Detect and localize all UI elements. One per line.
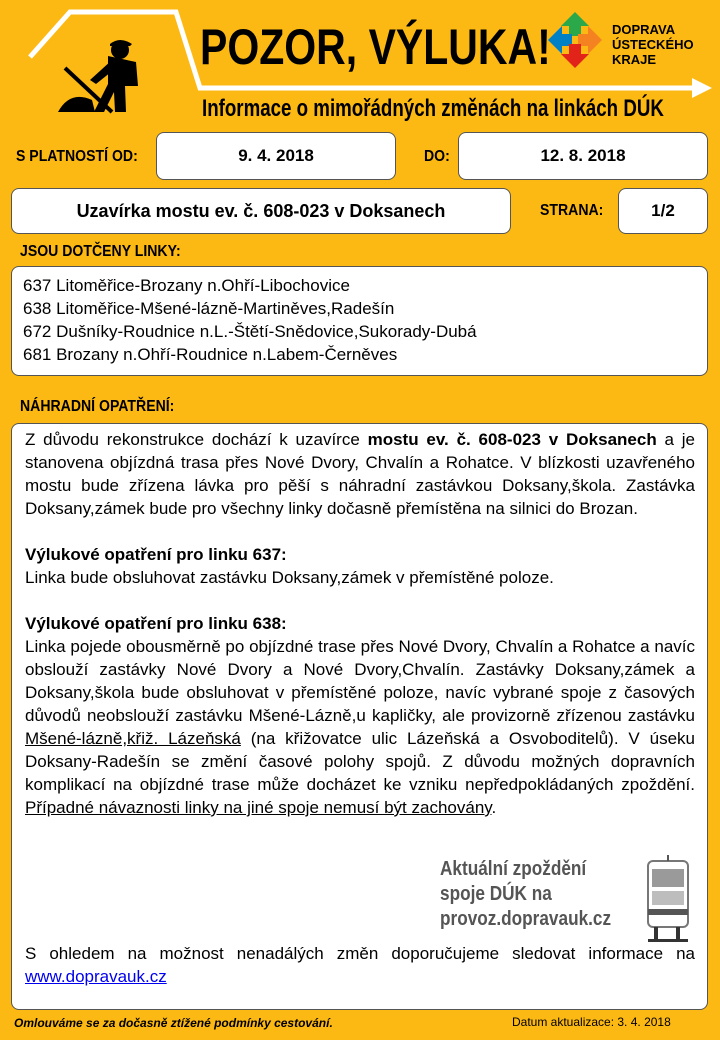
closing-paragraph	[25, 942, 695, 988]
notice-title: Uzavírka mostu ev. č. 608-023 v Doksanech	[76, 200, 446, 221]
valid-to-box	[458, 132, 708, 180]
s638-text-1: Linka pojede obousměrně po objízdné trase přes Nové Dvory, Chvalín a Rohatce a navíc obslouží zastávky Nové Dvory a Nové Dvory,Chvalín. Zastávky Doksany,zámek a Doksany,škola bude obsluhovat v přemístěné poloze, navíc vybrané spoje z časových důvodů neobslouží zastávku Mšené-Lázně,u kapličky, ale provizorně zřízenou zastávku	[25, 637, 695, 725]
section-638-heading: Výlukové opatření pro linku 638:	[25, 614, 287, 633]
list-item: 681 Brozany n.Ohří-Roudnice n.Labem-Černěves	[23, 345, 398, 364]
dopravauk-logo-icon	[548, 12, 602, 68]
measures-label: NÁHRADNÍ OPATŘENÍ:	[20, 398, 175, 415]
section-637-heading: Výlukové opatření pro linku 637:	[25, 545, 287, 564]
bridge-name: mostu ev. č. 608-023 v Doksanech	[367, 430, 657, 449]
s638-text-3: .	[491, 798, 497, 817]
brand-name	[612, 22, 694, 67]
tram-icon	[640, 855, 692, 945]
valid-to-label: DO:	[424, 148, 450, 165]
page-number-value: 1/2	[651, 201, 675, 220]
update-date: Datum aktualizace: 3. 4. 2018	[512, 1015, 671, 1029]
connections-warning: Případné návaznosti linky na jiné spoje nemusí být zachovány	[25, 798, 492, 817]
notice-title-box	[11, 188, 511, 234]
temporary-stop-name: Mšené-lázně,křiž. Lázeňská	[25, 729, 241, 748]
delay-info-line-1: Aktuální zpoždění	[440, 858, 587, 880]
page-subtitle: Informace o mimořádných změnách na linkách DÚK	[202, 95, 664, 122]
list-item: 672 Dušníky-Roudnice n.L.-Štětí-Snědovice,Sukorady-Dubá	[23, 322, 477, 341]
brand-line-2: ÚSTECKÉHO	[612, 37, 694, 52]
section-638-text	[25, 635, 695, 819]
delay-info-line-3: provoz.dopravauk.cz	[440, 908, 612, 930]
valid-from-value: 9. 4. 2018	[238, 146, 314, 165]
worker-digging-icon	[30, 40, 160, 113]
section-637-text: Linka bude obsluhovat zastávku Doksany,zámek v přemístěné poloze.	[25, 568, 554, 587]
website-link[interactable]: www.dopravauk.cz	[25, 967, 167, 986]
brand-line-1: DOPRAVA	[612, 22, 676, 37]
brand-line-3: KRAJE	[612, 52, 657, 67]
affected-lines-label: JSOU DOTČENY LINKY:	[20, 243, 181, 260]
affected-lines-box	[11, 266, 708, 376]
valid-from-box	[156, 132, 396, 180]
intro-text-1: Z důvodu rekonstrukce dochází k uzavírce	[25, 430, 368, 449]
delay-info-line-2: spoje DÚK na	[440, 883, 552, 905]
s638-text-2: (na křižovatce ulic Lázeňská a Osvoboditelů). V úseku Doksany-Radešín se změní časové polohy spojů. Z důvodu možných dopravních komplikací na objízdné trase může docházet ke vzniku nepředpokládaných zpoždění.	[25, 729, 695, 794]
closing-text: S ohledem na možnost nenadálých změn doporučujeme sledovat informace na	[25, 944, 695, 963]
arrow-head-icon	[692, 78, 712, 98]
valid-from-label: S PLATNOSTÍ OD:	[16, 148, 138, 165]
list-item: 638 Litoměřice-Mšené-lázně-Martiněves,Radešín	[23, 299, 395, 318]
apology-note: Omlouváme se za dočasně ztížené podmínky cestování.	[14, 1016, 333, 1030]
valid-to-value: 12. 8. 2018	[540, 146, 626, 165]
intro-text-2: a je stanovena objízdná trasa přes Nové Dvory, Chvalín a Rohatce. V blízkosti uzavřeného mostu bude zřízena lávka pro pěší s náhradní zastávkou Doksany,škola. Zastávka Doksany,zámek bude pro všechny linky dočasně přemístěna na silnici do Brozan.	[25, 430, 695, 518]
page-title: POZOR, VÝLUKA!	[200, 19, 551, 75]
page-number-label: STRANA:	[540, 202, 604, 219]
list-item: 637 Litoměřice-Brozany n.Ohří-Libochovice	[23, 276, 350, 295]
page-number-box	[618, 188, 708, 234]
intro-paragraph	[25, 428, 695, 520]
delay-info-banner	[440, 857, 611, 932]
